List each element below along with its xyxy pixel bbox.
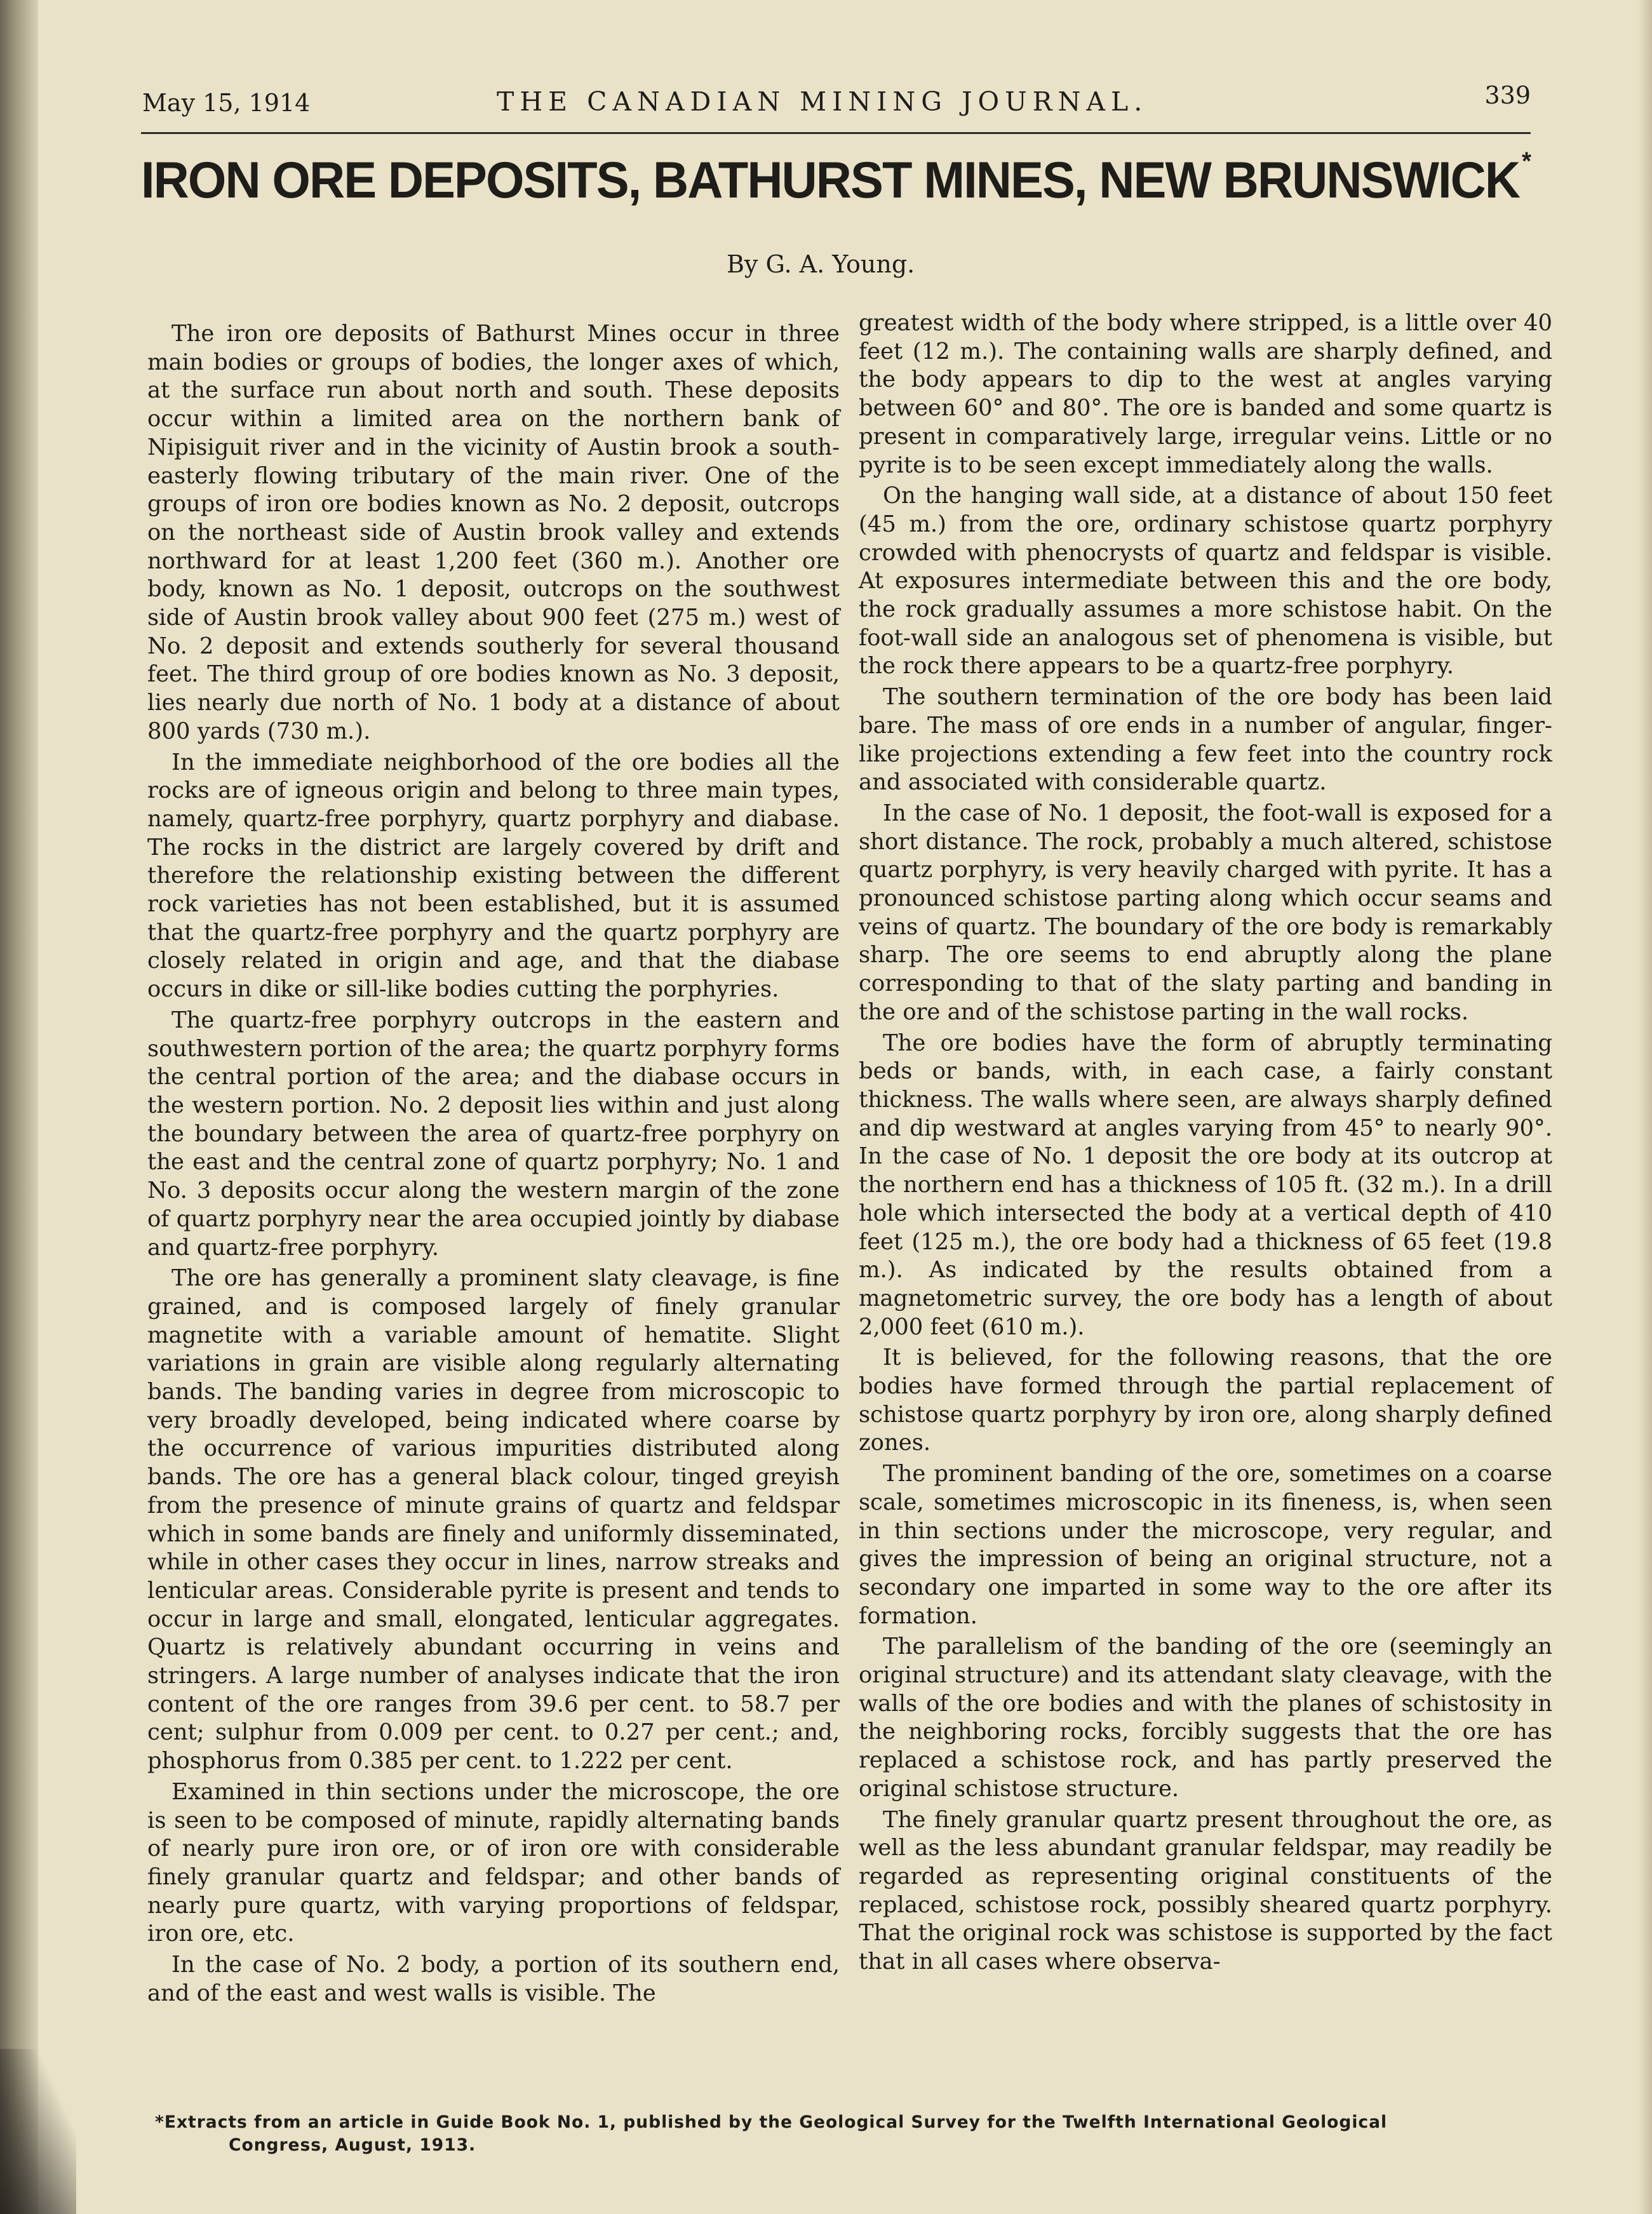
left-column	[147, 320, 840, 2008]
paragraph: Examined in thin sections under the microscope, the ore is seen to be composed of minute, rapidly alternating bands of nearly pure iron ore, or of iron ore with considerable finely granular quartz and feldspar; and other bands of nearly pure quartz, with varying proportions of feldspar, iron ore, etc.	[147, 1778, 840, 1947]
paragraph: The southern termination of the ore body has been laid bare. The mass of ore ends in a number of angular, finger-like projections extending a few feet into the country rock and associated with considerable quartz.	[859, 684, 1552, 796]
paragraph: The iron ore deposits of Bathurst Mines occur in three main bodies or groups of bodies, the longer axes of which, at the surface run about north and south. These deposits occur within a limited area on the northern bank of Nipisiguit river and in the vicinity of Austin brook a south-easterly flowing tributary of the main river. One of the groups of iron ore bodies known as No. 2 deposit, outcrops on the northeast side of Austin brook valley and extends northward for at least 1,200 feet (360 m.). Another ore body, known as No. 1 deposit, outcrops on the southwest side of Austin brook valley about 900 feet (275 m.) west of No. 2 deposit and extends southerly for several thousand feet. The third group of ore bodies known as No. 3 deposit, lies nearly due north of No. 1 body at a distance of about 800 yards (730 m.).	[147, 321, 840, 744]
footnote-line: *Extracts from an article in Guide Book No. 1, published by the Geological Survey for the Twelfth International Geological	[155, 2112, 1388, 2132]
page-edge	[1638, 0, 1652, 2214]
journal-name: THE CANADIAN MINING JOURNAL.	[497, 86, 1148, 117]
page-corner-shadow	[0, 2049, 76, 2214]
page-number: 339	[1484, 81, 1531, 109]
paragraph: The ore bodies have the form of abruptly terminating beds or bands, with, in each case, a fairly constant thickness. The walls where seen, are always sharply defined and dip westward at angles varying from 45° to nearly 90°. In the case of No. 1 deposit the ore body at its outcrop at the northern end has a thickness of 105 ft. (32 m.). In a drill hole which intersected the body at a vertical depth of 410 feet (125 m.), the ore body had a thickness of 65 feet (19.8 m.). As indicated by the results obtained from a magnetometric survey, the ore body has a length of about 2,000 feet (610 m.).	[859, 1030, 1552, 1340]
paragraph: In the case of No. 2 body, a portion of its southern end, and of the east and west walls is visible. The	[147, 1952, 840, 2006]
page-gutter-shadow	[0, 0, 38, 2214]
byline: By G. A. Young.	[727, 250, 915, 278]
paragraph: On the hanging wall side, at a distance of about 150 feet (45 m.) from the ore, ordinary schistose quartz porphyry crowded with phenocrysts of quartz and feldspar is visible. At exposures intermediate between this and the ore body, the rock gradually assumes a more schistose habit. On the foot-wall side an analogous set of phenomena is visible, but the rock there appears to be a quartz-free porphyry.	[859, 483, 1552, 680]
paragraph: The quartz-free porphyry outcrops in the eastern and southwestern portion of the area; the quartz porphyry forms the central portion of the area; and the diabase occurs in the western portion. No. 2 deposit lies within and just along the boundary between the area of quartz-free porphyry on the east and the central zone of quartz porphyry; No. 1 and No. 3 deposits occur along the western margin of the zone of quartz porphyry near the area occupied jointly by diabase and quartz-free porphyry.	[147, 1007, 840, 1261]
article-title	[141, 147, 1531, 210]
paragraph: It is believed, for the following reasons, that the ore bodies have formed through the partial replacement of schistose quartz porphyry by iron ore, along sharply defined zones.	[859, 1345, 1552, 1456]
footnote-marker: *	[1521, 147, 1531, 175]
right-column	[859, 309, 1552, 1976]
article-title-text: IRON ORE DEPOSITS, BATHURST MINES, NEW BRUNSWICK	[141, 152, 1520, 209]
paragraph: The finely granular quartz present throughout the ore, as well as the less abundant granular feldspar, may readily be regarded as representing original constituents of the replaced, schistose rock, possibly sheared quartz porphyry. That the original rock was schistose is supported by the fact that in all cases where observa-	[859, 1806, 1552, 1975]
paragraph: The ore has generally a prominent slaty cleavage, is fine grained, and is composed largely of finely granular magnetite with a variable amount of hematite. Slight variations in grain are visible along regularly alternating bands. The banding varies in degree from microscopic to very broadly developed, being indicated where coarse by the occurrence of various impurities distributed along bands. The ore has a general black colour, tinged greyish from the presence of minute grains of quartz and feldspar which in some bands are finely and uniformly disseminated, while in other cases they occur in lines, narrow streaks and lenticular areas. Considerable pyrite is present and tends to occur in large and small, elongated, lenticular aggregates. Quartz is relatively abundant occurring in veins and stringers. A large number of analyses indicate that the iron content of the ore ranges from 39.6 per cent. to 58.7 per cent; sulphur from 0.009 per cent. to 0.27 per cent.; and, phosphorus from 0.385 per cent. to 1.222 per cent.	[147, 1265, 840, 1775]
footnote	[155, 2111, 1540, 2157]
footnote-line: Congress, August, 1913.	[229, 2135, 476, 2155]
paragraph: greatest width of the body where stripped, is a little over 40 feet (12 m.). The containing walls are sharply defined, and the body appears to dip to the west at angles varying between 60° and 80°. The ore is banded and some quartz is present in comparatively large, irregular veins. Little or no pyrite is to be seen except immediately along the walls.	[859, 310, 1552, 478]
paragraph: The parallelism of the banding of the ore (seemingly an original structure) and its attendant slaty cleavage, with the walls of the ore bodies and with the planes of schistosity in the neighboring rocks, forcibly suggests that the ore has replaced a schistose rock, and has partly preserved the original schistose structure.	[859, 1634, 1552, 1802]
issue-date: May 15, 1914	[142, 89, 311, 117]
paragraph: In the case of No. 1 deposit, the foot-wall is exposed for a short distance. The rock, probably a much altered, schistose quartz porphyry, is very heavily charged with pyrite. It has a pronounced schistose parting along which occur seams and veins of quartz. The boundary of the ore body is remarkably sharp. The ore seems to end abruptly along the plane corresponding to that of the slaty parting and banding in the ore and of the schistose parting in the wall rocks.	[859, 800, 1552, 1025]
running-head	[141, 81, 1531, 134]
paragraph: The prominent banding of the ore, sometimes on a coarse scale, sometimes microscopic in its fineness, is, when seen in thin sections under the microscope, very regular, and gives the impression of being an original structure, not a secondary one imparted in some way to the ore after its formation.	[859, 1461, 1552, 1629]
paragraph: In the immediate neighborhood of the ore bodies all the rocks are of igneous origin and belong to three main types, namely, quartz-free porphyry, quartz porphyry and diabase. The rocks in the district are largely covered by drift and therefore the relationship existing between the different rock varieties has not been established, but it is assumed that the quartz-free porphyry and the quartz porphyry are closely related in origin and age, and that the diabase occurs in dike or sill-like bodies cutting the porphyries.	[147, 749, 840, 1003]
